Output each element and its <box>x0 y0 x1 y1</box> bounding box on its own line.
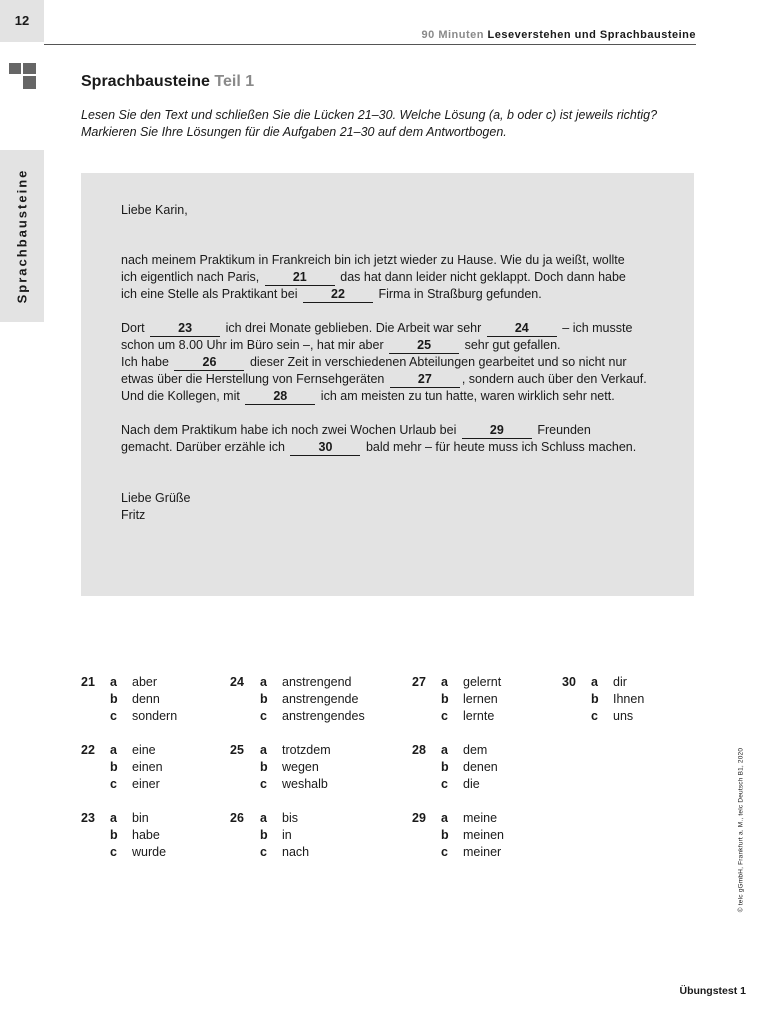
option-letter: b <box>441 692 449 706</box>
option-letter: a <box>110 675 117 689</box>
option-letter: c <box>260 845 267 859</box>
letter-line: ich eigentlich nach Paris, 21 das hat dann leider nicht geklappt. Doch dann habe <box>121 270 626 284</box>
option-letter: b <box>260 760 268 774</box>
option-letter: a <box>591 675 598 689</box>
option-letter: b <box>110 828 118 842</box>
instruction-line: Lesen Sie den Text und schließen Sie die Lücken 21–30. Welche Lösung (a, b oder c) ist jeweils richtig? <box>81 108 658 122</box>
gap-21: 21 <box>265 272 335 286</box>
letter-line: etwas über die Herstellung von Fernsehgeräten 27 , sondern auch über den Verkauf. <box>121 372 647 386</box>
option-text: lernen <box>463 692 498 706</box>
option-letter: b <box>260 692 268 706</box>
option-text: meiner <box>463 845 502 859</box>
letter-line: nach meinem Praktikum in Frankreich bin ich jetzt wieder zu Hause. Wie du ja weißt, wollte <box>121 253 625 267</box>
gap-30: 30 <box>290 442 360 456</box>
option-text: denen <box>463 760 498 774</box>
option-letter: b <box>441 760 449 774</box>
gap-23: 23 <box>150 323 220 337</box>
option-text: wegen <box>282 760 319 774</box>
question-number: 25 <box>230 743 244 757</box>
option-text: denn <box>132 692 160 706</box>
option-text: sondern <box>132 709 178 723</box>
option-letter: c <box>441 845 448 859</box>
letter-line: Ich habe 26 dieser Zeit in verschiedenen Abteilungen gearbeitet und so nicht nur <box>121 355 627 369</box>
option-text: eine <box>132 743 156 757</box>
option-text: Ihnen <box>613 692 645 706</box>
section-title-part: Teil 1 <box>214 73 255 90</box>
option-text: anstrengende <box>282 692 359 706</box>
option-text: dem <box>463 743 488 757</box>
letter-line: gemacht. Darüber erzähle ich 30 bald mehr – für heute muss ich Schluss machen. <box>121 440 637 454</box>
option-text: uns <box>613 709 634 723</box>
option-text: wurde <box>132 845 167 859</box>
option-letter: a <box>110 743 117 757</box>
option-letter: a <box>441 675 448 689</box>
page-number: 12 <box>14 13 30 28</box>
instruction-line: Markieren Sie Ihre Lösungen für die Aufgaben 21–30 auf dem Antwortbogen. <box>81 125 507 139</box>
question-number: 30 <box>562 675 576 689</box>
letter-paragraph-2 <box>121 320 648 405</box>
option-text: die <box>463 777 480 791</box>
option-letter: c <box>110 845 117 859</box>
question-number: 23 <box>81 811 95 825</box>
copyright-note: © telc gGmbH, Frankfurt a. M., telc Deutsch B1, 2020 <box>737 747 745 913</box>
letter-line: ich eine Stelle als Praktikant bei 22 Firma in Straßburg gefunden. <box>121 287 542 301</box>
option-letter: c <box>441 777 448 791</box>
option-text: anstrengend <box>282 675 352 689</box>
option-letter: a <box>110 811 117 825</box>
section-title <box>81 73 254 91</box>
option-letter: c <box>260 777 267 791</box>
option-text: trotzdem <box>282 743 331 757</box>
option-letter: c <box>591 709 598 723</box>
option-text: dir <box>613 675 627 689</box>
gap-27: 27 <box>390 374 460 388</box>
option-letter: c <box>441 709 448 723</box>
option-letter: a <box>260 811 267 825</box>
option-text: meine <box>463 811 498 825</box>
header-title-main: Leseverstehen und Sprachbausteine <box>487 29 696 41</box>
gap-29: 29 <box>462 425 532 439</box>
option-letter: b <box>441 828 449 842</box>
question-number: 21 <box>81 675 95 689</box>
instructions <box>81 107 696 141</box>
option-letter: b <box>591 692 599 706</box>
option-letter: c <box>110 777 117 791</box>
grid-logo-icon <box>9 63 37 89</box>
option-letter: a <box>441 743 448 757</box>
header-divider <box>44 44 696 45</box>
option-letter: a <box>260 743 267 757</box>
letter-greeting: Liebe Karin, <box>121 203 188 217</box>
question-number: 22 <box>81 743 95 757</box>
letter-line: Dort 23 ich drei Monate geblieben. Die Arbeit war sehr 24 – ich musste <box>121 321 633 335</box>
gap-25: 25 <box>389 340 459 354</box>
gap-26: 26 <box>174 357 244 371</box>
gap-22: 22 <box>303 289 373 303</box>
option-text: lernte <box>463 709 495 723</box>
header-title-prefix: 90 Minuten <box>421 29 484 41</box>
option-text: nach <box>282 845 310 859</box>
option-letter: a <box>260 675 267 689</box>
letter-paragraph-1 <box>121 252 648 303</box>
option-text: gelernt <box>463 675 502 689</box>
option-text: bin <box>132 811 149 825</box>
option-text: habe <box>132 828 160 842</box>
option-letter: a <box>441 811 448 825</box>
option-text: einen <box>132 760 163 774</box>
option-letter: b <box>110 692 118 706</box>
option-letter: c <box>260 709 267 723</box>
letter-paragraph-3 <box>121 422 648 456</box>
gap-28: 28 <box>245 391 315 405</box>
question-number: 24 <box>230 675 244 689</box>
gap-24: 24 <box>487 323 557 337</box>
header-title <box>422 29 696 41</box>
footer-label: Übungstest 1 <box>679 985 746 997</box>
option-text: meinen <box>463 828 504 842</box>
side-tab-label: Sprachbausteine <box>14 168 30 304</box>
option-text: bis <box>282 811 298 825</box>
question-number: 26 <box>230 811 244 825</box>
letter-line: schon um 8.00 Uhr im Büro sein –, hat mir aber 25 sehr gut gefallen. <box>121 338 561 352</box>
option-text: weshalb <box>282 777 328 791</box>
question-number: 28 <box>412 743 426 757</box>
option-text: anstrengendes <box>282 709 365 723</box>
letter-box <box>81 173 694 596</box>
letter-line: Nach dem Praktikum habe ich noch zwei Wochen Urlaub bei 29 Freunden <box>121 423 591 437</box>
letter-line: Und die Kollegen, mit 28 ich am meisten zu tun hatte, waren wirklich sehr nett. <box>121 389 615 403</box>
option-letter: b <box>260 828 268 842</box>
question-number: 29 <box>412 811 426 825</box>
option-text: in <box>282 828 292 842</box>
letter-signature: Fritz <box>121 508 146 522</box>
option-text: einer <box>132 777 160 791</box>
section-title-main: Sprachbausteine <box>81 73 210 90</box>
option-text: aber <box>132 675 158 689</box>
option-letter: c <box>110 709 117 723</box>
option-letter: b <box>110 760 118 774</box>
question-number: 27 <box>412 675 426 689</box>
letter-closing: Liebe Grüße <box>121 491 191 505</box>
